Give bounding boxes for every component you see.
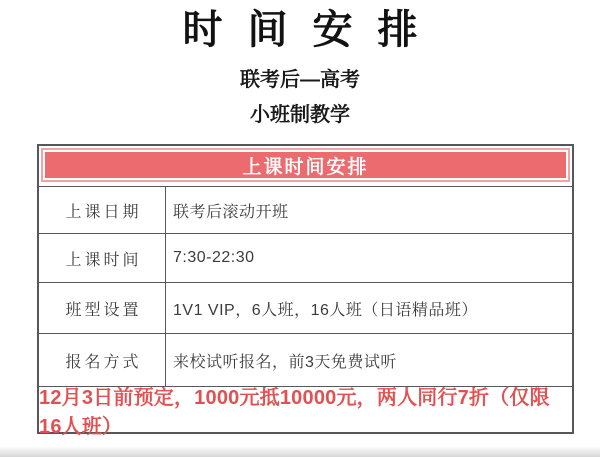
page-title: 时间安排: [182, 8, 443, 52]
table-row: [39, 334, 572, 387]
row-value-class-date: 联考后滚动开班: [173, 203, 289, 221]
table-row: [39, 283, 572, 334]
row-value-signup-method: 来校试听报名，前3天免费试听: [173, 353, 397, 371]
promo-offer-text: 12月3日前预定，1000元抵10000元，两人同行7折（仅限16人班）: [39, 386, 550, 438]
subtitle-class-type: 小班制教学: [250, 104, 350, 126]
schedule-table: [37, 144, 574, 438]
table-row: [39, 234, 572, 283]
row-value-class-types: 1V1 VIP，6人班，16人班（日语精品班）: [173, 301, 478, 319]
table-row: [39, 187, 572, 234]
table-body: [39, 186, 572, 438]
row-label-signup-method: 报名方式: [39, 334, 166, 386]
row-label-class-date: 上课日期: [39, 187, 166, 233]
subtitle-exam-period: 联考后—高考: [240, 69, 360, 91]
row-label-class-types: 班型设置: [39, 283, 166, 333]
row-value-class-time: 7:30-22:30: [173, 249, 255, 266]
row-label-class-time: 上课时间: [39, 234, 166, 282]
table-header: 上课时间安排: [41, 148, 570, 182]
